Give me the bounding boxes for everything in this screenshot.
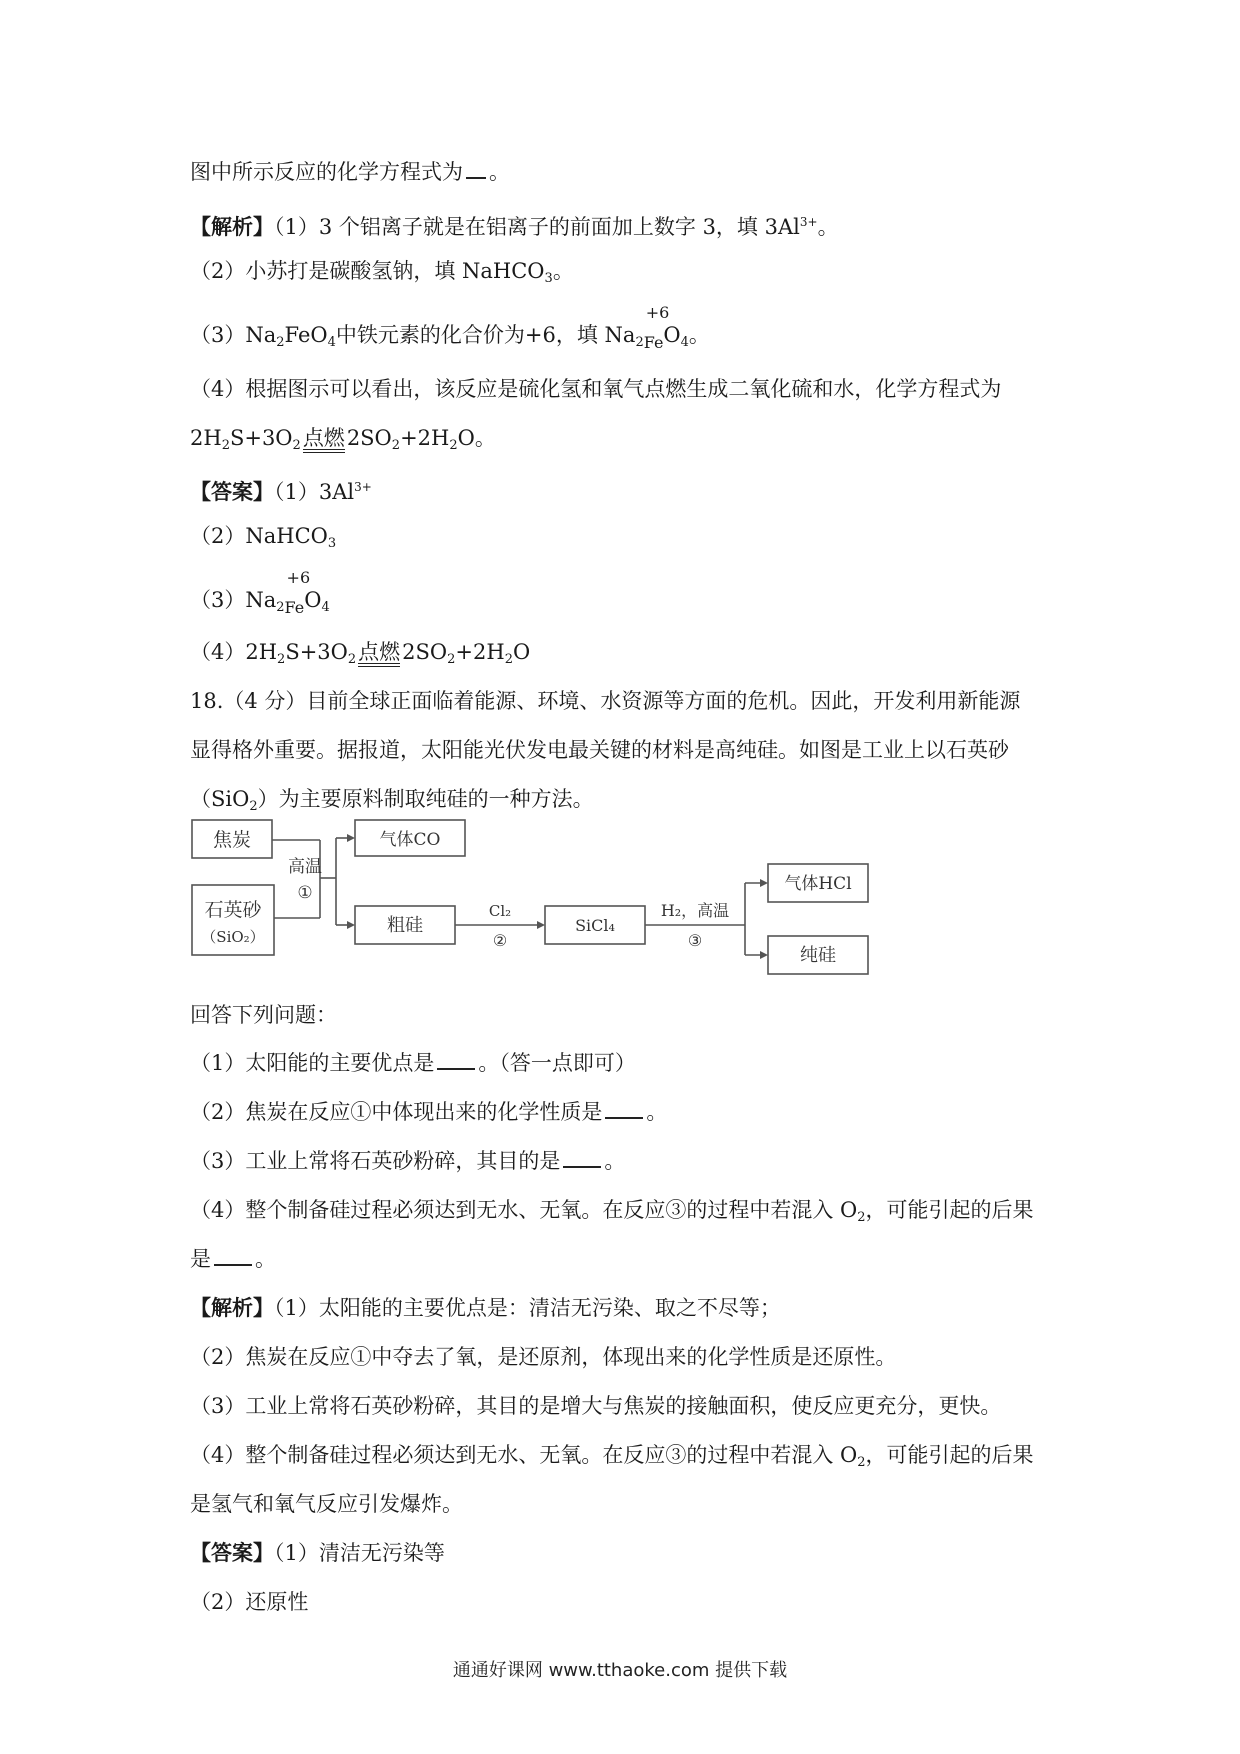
answer-line-4: $(4)2H_2S+3O_2$点燃$2SO_2+2H_2O$ [190, 640, 531, 667]
answer-blank [437, 1048, 475, 1070]
label-h2: H₂，高温 [660, 901, 730, 920]
valence-mark: +6 $_{Fe}$ [284, 568, 311, 617]
answer-line-1: 【答案】$(1)3Al^{3+}$ [190, 479, 372, 504]
answer-blank [563, 1146, 601, 1168]
question-4-cont: 是 。 [190, 1244, 276, 1274]
label-step3: ③ [687, 931, 703, 950]
question-3: （3）工业上常将石英砂粉碎，其目的是 。 [190, 1146, 625, 1176]
label-co: 气体CO [379, 830, 441, 850]
page-footer: 通通好课网 www.tthaoke.com 提供下载 [452, 1660, 788, 1681]
question-18-line-3: （SiO$_2$）为主要原料制取纯硅的一种方法。 [190, 787, 594, 814]
label-cugui: 粗硅 [387, 915, 423, 936]
analysis2-line-3: （3）工业上常将石英砂粉碎，其目的是增大与焦炭的接触面积，使反应更充分，更快。 [190, 1394, 1002, 1418]
analysis2-line-2: （2）焦炭在反应①中夺去了氧，是还原剂，体现出来的化学性质是还原性。 [190, 1345, 897, 1369]
intro-line: 图中所示反应的化学方程式为 。 [190, 157, 510, 187]
label-step2: ② [492, 931, 508, 950]
label-gaowen: 高温 [288, 857, 322, 877]
label-sio2: （SiO₂） [201, 928, 265, 946]
analysis-line-1: 【解析】（1）3 个铝离子就是在铝离子的前面加上数字 3，填 $3Al^{3+}$。 [190, 214, 839, 239]
label-hcl: 气体HCl [784, 874, 852, 894]
answer-line-2: （2）NaHCO$_3$ [190, 524, 337, 551]
label-step1: ① [297, 883, 313, 903]
analysis-line-2: （2）小苏打是碳酸氢钠，填 NaHCO$_3$。 [190, 259, 574, 286]
answer-line-3: $(3)Na_2$ +6 $_{Fe}O_4$ [190, 585, 330, 623]
label-cl2: Cl₂ [488, 902, 512, 920]
analysis-line-4: （4）根据图示可以看出，该反应是硫化氢和氧气点燃生成二氧化硫和水，化学方程式为 [190, 377, 1002, 401]
analysis2-line-4: （4）整个制备硅过程必须达到无水、无氧。在反应③的过程中若混入 $O_2$，可能引起的后果 [190, 1443, 1034, 1470]
answer-blank [466, 157, 486, 179]
analysis2-line-1: 【解析】（1）太阳能的主要优点是：清洁无污染、取之不尽等； [190, 1295, 781, 1320]
answer-blank [605, 1097, 643, 1119]
equation-line: $2H_2S+3O_2$点燃$2SO_2+2H_2O$。 [190, 426, 496, 453]
label-chungui: 纯硅 [800, 945, 836, 966]
reaction-condition: 点燃 [303, 427, 345, 453]
question-18-line-2: 显得格外重要。据报道，太阳能光伏发电最关键的材料是高纯硅。如图是工业上以石英砂 [190, 738, 1009, 762]
analysis-line-3: $(3)Na_2FeO_4$中铁元素的化合价为+6，填 $Na_2$ +6 $_{Fe}O_4$。 [190, 320, 710, 358]
question-2: （2）焦炭在反应①中体现出来的化学性质是 。 [190, 1097, 667, 1127]
question-18-line-1: 18.（4 分）目前全球正面临着能源、环境、水资源等方面的危机。因此，开发利用新能源 [190, 689, 1021, 713]
label-shiying: 石英砂 [204, 899, 262, 921]
question-1: （1）太阳能的主要优点是 。（答一点即可） [190, 1048, 636, 1078]
label-sicl4: SiCl₄ [575, 916, 615, 935]
answer2-line-1: 【答案】（1）清洁无污染等 [190, 1540, 445, 1565]
answer2-line-2: （2）还原性 [190, 1590, 309, 1614]
label-jiaotan: 焦炭 [212, 829, 252, 851]
analysis2-line-5: 是氢气和氧气反应引发爆炸。 [190, 1492, 463, 1516]
process-flow-diagram [190, 818, 880, 988]
reaction-condition: 点燃 [358, 641, 400, 667]
valence-mark: +6 $_{Fe}$ [643, 303, 670, 352]
question-4: （4）整个制备硅过程必须达到无水、无氧。在反应③的过程中若混入 $O_2$，可能引起的后果 [190, 1198, 1034, 1225]
questions-heading: 回答下列问题： [190, 1003, 337, 1027]
answer-blank [214, 1244, 252, 1266]
